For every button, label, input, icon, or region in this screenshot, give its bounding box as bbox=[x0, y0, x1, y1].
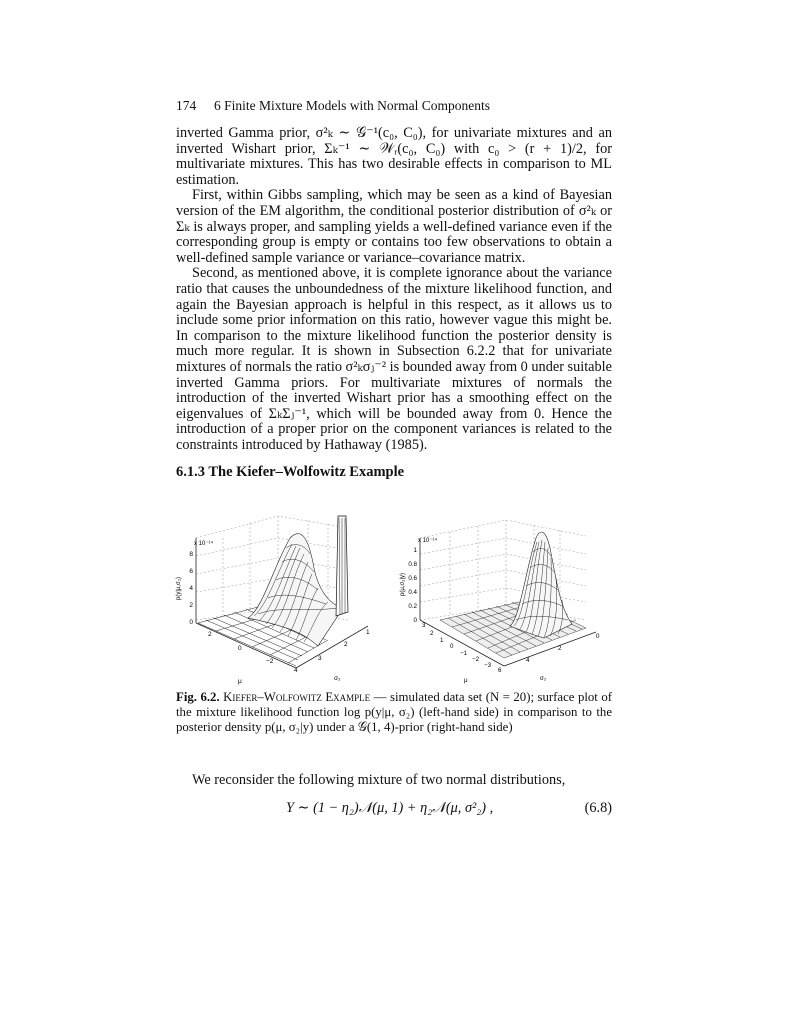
left-sigma-label: σ₂ bbox=[334, 675, 341, 682]
right-sigma-tick: 4 bbox=[526, 657, 530, 664]
paragraph-1: inverted Gamma prior, σ²ₖ ∼ 𝒢⁻¹(c₀, C₀), for univariate mixtures and an inverted Wishart prior, Σₖ⁻¹ ∼ 𝒲ᵣ(c₀, C₀) with c₀ > (r + 1)/2, for multivariate mixtures. This has two desirable effects in comparison to ML estimation. bbox=[176, 125, 612, 188]
left-z-tick: 4 bbox=[189, 585, 193, 592]
right-mu-tick: 2 bbox=[430, 630, 434, 637]
right-scale-label: x 10⁻¹⁴ bbox=[418, 538, 438, 544]
right-mu-tick: 3 bbox=[422, 622, 426, 629]
equation-formula: Y ∼ (1 − η₂)𝒩(μ, 1) + η₂𝒩(μ, σ²₂) , bbox=[286, 800, 494, 816]
figure-6-2 bbox=[168, 508, 614, 688]
right-mu-tick: 1 bbox=[440, 637, 444, 644]
right-z-tick: 0 bbox=[413, 617, 417, 624]
caption-title: Kiefer–Wolfowitz Example bbox=[223, 690, 371, 704]
left-z-axis-label: p(y|μ,σ₂) bbox=[176, 576, 182, 600]
right-z-tick: 0.8 bbox=[408, 561, 417, 568]
right-mu-tick: −1 bbox=[460, 650, 468, 657]
left-sigma-tick: 2 bbox=[344, 641, 348, 648]
left-sigma-tick: 4 bbox=[294, 667, 298, 674]
right-z-tick: 0.4 bbox=[408, 589, 417, 596]
right-mu-tick: −2 bbox=[472, 656, 480, 663]
left-sigma-tick: 1 bbox=[366, 629, 370, 636]
left-z-tick: 2 bbox=[189, 602, 193, 609]
right-sigma-label: σ₂ bbox=[540, 675, 547, 682]
right-surface-plot bbox=[400, 520, 600, 684]
left-mu-tick: −2 bbox=[266, 658, 274, 665]
running-header bbox=[176, 98, 616, 114]
paragraph-3: Second, as mentioned above, it is complete ignorance about the variance ratio that causes the unboundedness of the mixture likelihood function, and again the Bayesian approach is helpful in this respect, as it allows us to include some prior information on this ratio, however vague this might be. In comparison to the mixture likelihood function the posterior density is much more regular. It is shown in Subsection 6.2.2 that for univariate mixtures of normals the ratio σ²ₖσⱼ⁻² is bounded away from 0 under suitable inverted Gamma priors. For multivariate mixtures of normals the introduction of the inverted Wishart prior has a smoothing effect on the eigenvalues of ΣₖΣⱼ⁻¹, which will be bounded away from 0. Hence the introduction of a proper prior on the component variances is related to the constraints introduced by Hathaway (1985). bbox=[176, 265, 612, 453]
left-z-tick: 6 bbox=[189, 568, 193, 575]
right-z-axis-label: p(μ,σ₂|y) bbox=[400, 572, 406, 596]
left-z-tick: 8 bbox=[189, 551, 193, 558]
right-mu-tick: 0 bbox=[450, 643, 454, 650]
left-scale-label: x 10⁻¹⁴ bbox=[194, 541, 214, 547]
section-heading: 6.1.3 The Kiefer–Wolfowitz Example bbox=[176, 464, 405, 480]
left-mu-label: μ bbox=[238, 678, 242, 685]
left-mu-tick: 2 bbox=[208, 631, 212, 638]
body-text bbox=[176, 126, 612, 453]
lead-in-sentence: We reconsider the following mixture of two normal distributions, bbox=[192, 772, 566, 788]
right-sigma-tick: 2 bbox=[558, 645, 562, 652]
page-number: 174 bbox=[176, 98, 197, 113]
running-title: 6 Finite Mixture Models with Normal Components bbox=[214, 98, 490, 113]
paragraph-2: First, within Gibbs sampling, which may be seen as a kind of Bayesian version of the EM algorithm, the conditional posterior distribution of σ²ₖ or Σₖ is always proper, and sampling yields a well-defined variance even if the corresponding group is empty or contains too few observations to obtain a well-defined sample variance or variance–covariance matrix. bbox=[176, 187, 612, 266]
equation-number: (6.8) bbox=[584, 800, 612, 816]
right-mu-tick: −3 bbox=[484, 662, 492, 669]
left-mu-tick: 0 bbox=[238, 645, 242, 652]
caption-text: — simulated data set (N = 20); surface plot of the mixture likelihood function log p(y|μ, σ₂) (left-hand side) in comparison to the posterior density p(μ, σ₂|y) under a 𝒢(1, 4)-prior (right-hand side) bbox=[176, 690, 612, 734]
figure-svg bbox=[168, 508, 614, 688]
caption-label: Fig. 6.2. bbox=[176, 690, 220, 704]
right-z-tick: 0.6 bbox=[408, 575, 417, 582]
left-z-tick: 0 bbox=[189, 619, 193, 626]
left-sigma-tick: 3 bbox=[318, 655, 322, 662]
right-sigma-tick: 0 bbox=[596, 633, 600, 640]
right-z-tick: 0.2 bbox=[408, 603, 417, 610]
left-surface-plot bbox=[176, 516, 370, 685]
figure-caption bbox=[176, 690, 612, 735]
right-mu-label: μ bbox=[464, 677, 468, 684]
right-z-tick: 1 bbox=[413, 547, 417, 554]
right-sigma-tick: 6 bbox=[498, 667, 502, 674]
